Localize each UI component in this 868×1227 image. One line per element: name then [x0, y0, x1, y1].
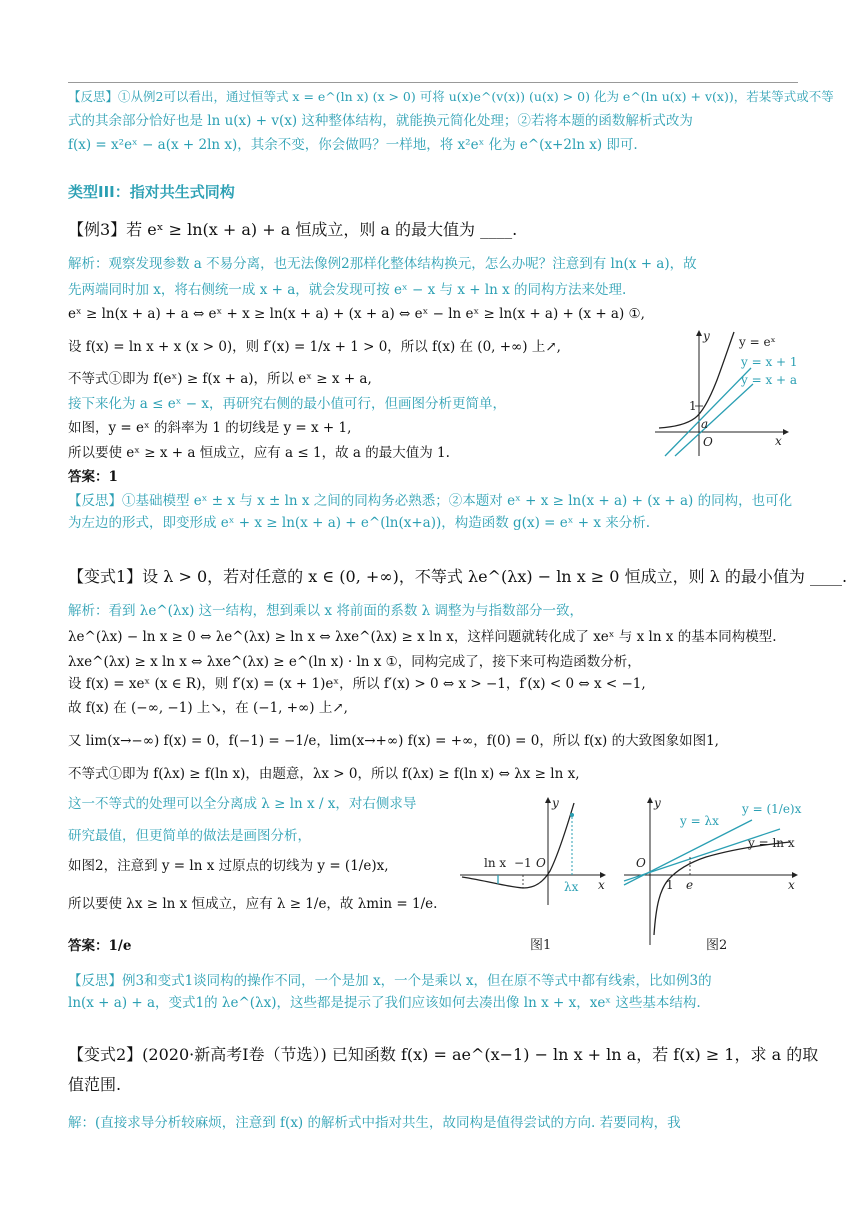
solution-line: 先两端同时加 x，将右侧统一成 x + a，就会发现可按 eˣ − x 与 x + ln x 的同构方法来处理. — [68, 282, 627, 298]
equation-line: 如图，y = eˣ 的斜率为 1 的切线是 y = x + 1, — [68, 420, 352, 436]
shifted-line — [675, 384, 753, 456]
axis-x-label: x — [775, 434, 782, 448]
label-a: y = x + a — [741, 373, 798, 387]
figure-caption: 图2 — [706, 938, 728, 953]
label-minus1: −1 — [514, 856, 532, 870]
equation-line: 设 f(x) = xeˣ (x ∈ R)，则 f′(x) = (x + 1)eˣ，所以 f′(x) > 0 ⇔ x > −1，f′(x) < 0 ⇔ x < −1, — [68, 676, 646, 692]
axis-y-label: y — [703, 329, 710, 343]
axis-x-label: x — [788, 878, 795, 892]
variant-question: 值范围. — [68, 1075, 122, 1094]
variant-question: 【变式1】设 λ > 0，若对任意的 x ∈ (0, +∞)，不等式 λe^(λx) − ln x ≥ 0 恒成立，则 λ 的最小值为 ____. — [68, 567, 848, 586]
solution-line: 解：(直接求导分析较麻烦，注意到 f(x) 的解析式中指对共生，故同构是值得尝试的方向. 若要同构，我 — [68, 1115, 681, 1131]
example3-graph — [655, 328, 798, 458]
equation-line: 如图2，注意到 y = ln x 过原点的切线为 y = (1/e)x, — [68, 858, 389, 874]
reflection-line: 【反思】①从例2可以看出，通过恒等式 x = e^(ln x) (x > 0) 可将 u(x)e^(v(x)) (u(x) > 0) 化为 e^(ln u(x) + v(x))，若某等式或不等 — [68, 89, 834, 104]
figure2-graph — [620, 795, 800, 955]
equation-line: 不等式①即为 f(λx) ≥ f(ln x)，由题意，λx > 0，所以 f(λx) ≥ f(ln x) ⇔ λx ≥ ln x, — [68, 766, 580, 782]
solution-line: 接下来化为 a ≤ eˣ − x，再研究右侧的最小值可行，但画图分析更简单， — [68, 396, 506, 412]
label-lx: y = λx — [680, 814, 719, 828]
solution-line: 这一不等式的处理可以全分离成 λ ≥ ln x / x，对右侧求导 — [68, 796, 417, 812]
variant-question: 【变式2】(2020·新高考Ⅰ卷（节选）) 已知函数 f(x) = ae^(x−1) − ln x + ln a，若 f(x) ≥ 1，求 a 的取 — [68, 1045, 819, 1064]
tick-1: 1 — [666, 878, 674, 892]
lnx-curve — [654, 842, 790, 935]
equation-line: 设 f(x) = ln x + x (x > 0)，则 f′(x) = 1/x + 1 > 0，所以 f(x) 在 (0, +∞) 上↗, — [68, 339, 561, 355]
axis-y-label: y — [654, 796, 661, 810]
origin-label: O — [536, 856, 546, 870]
label-tangent: y = x + 1 — [741, 355, 798, 369]
tick-e: e — [686, 878, 694, 892]
equation-line: λe^(λx) − ln x ≥ 0 ⇔ λe^(λx) ≥ ln x ⇔ λxe^(λx) ≥ x ln x，这样问题就转化成了 xeˣ 与 x ln x 的基本同构模型. — [68, 629, 777, 645]
tick-a: a — [701, 417, 709, 431]
label-lx: λx — [564, 880, 579, 894]
equation-line: 所以要使 λx ≥ ln x 恒成立，应有 λ ≥ 1/e，故 λmin = 1/e. — [68, 896, 438, 912]
label-lnx: y = ln x — [748, 836, 795, 850]
answer: 答案：1/e — [68, 938, 132, 954]
reflection-line: 为左边的形式，即变形成 eˣ + x ≥ ln(x + a) + e^(ln(x+a))，构造函数 g(x) = eˣ + x 来分析. — [68, 515, 651, 531]
solution-line: 解析：观察发现参数 a 不易分离，也无法像例2那样化整体结构换元，怎么办呢？注意到有 ln(x + a)，故 — [68, 256, 697, 272]
equation-line: 故 f(x) 在 (−∞, −1) 上↘，在 (−1, +∞) 上↗, — [68, 700, 348, 716]
figure1-graph — [458, 795, 608, 955]
equation-line: eˣ ≥ ln(x + a) + a ⇔ eˣ + x ≥ ln(x + a) + (x + a) ⇔ eˣ − ln eˣ ≥ ln(x + a) + (x + a) ①, — [68, 306, 645, 322]
example-question: 【例3】若 eˣ ≥ ln(x + a) + a 恒成立，则 a 的最大值为 ____. — [68, 220, 518, 239]
label-lnx: ln x — [484, 856, 507, 870]
exp-curve — [659, 332, 734, 428]
origin-label: O — [703, 435, 713, 449]
top-rule — [68, 82, 798, 83]
equation-line: λxe^(λx) ≥ x ln x ⇔ λxe^(λx) ≥ e^(ln x) · ln x ①，同构完成了，接下来可构造函数分析， — [68, 654, 641, 670]
origin-label: O — [636, 856, 646, 870]
reflection-line: 式的其余部分恰好也是 ln u(x) + v(x) 这种整体结构，就能换元简化处理；②若将本题的函数解析式改为 — [68, 113, 693, 129]
axis-x-label: x — [598, 878, 605, 892]
axis-y-label: y — [552, 796, 559, 810]
equation-line: 不等式①即为 f(eˣ) ≥ f(x + a)，所以 eˣ ≥ x + a, — [68, 371, 372, 387]
label-tangent: y = (1/e)x — [742, 802, 802, 816]
reflection-line: f(x) = x²eˣ − a(x + 2ln x)，其余不变，你会做吗？一样地，将 x²eˣ 化为 e^(x+2ln x) 即可. — [68, 137, 638, 153]
section-title: 类型III：指对共生式同构 — [68, 183, 235, 201]
label-exp: y = eˣ — [739, 335, 776, 349]
answer: 答案：1 — [68, 469, 118, 485]
equation-line: 又 lim(x→−∞) f(x) = 0，f(−1) = −1/e，lim(x→+∞) f(x) = +∞，f(0) = 0，所以 f(x) 的大致图象如图1, — [68, 733, 719, 749]
equation-line: 所以要使 eˣ ≥ x + a 恒成立，应有 a ≤ 1，故 a 的最大值为 1. — [68, 445, 450, 461]
solution-line: 研究最值，但更简单的做法是画图分析， — [68, 828, 311, 844]
figure-caption: 图1 — [530, 938, 552, 953]
tick-1: 1 — [689, 399, 697, 413]
reflection-line: 【反思】例3和变式1谈同构的操作不同，一个是加 x，一个是乘以 x，但在原不等式中都有线索，比如例3的 — [68, 973, 712, 989]
reflection-line: 【反思】①基础模型 eˣ ± x 与 x ± ln x 之间的同构务必熟悉；②本题对 eˣ + x ≥ ln(x + a) + (x + a) 的同构，也可化 — [68, 493, 793, 509]
solution-line: 解析：看到 λe^(λx) 这一结构，想到乘以 x 将前面的系数 λ 调整为与指数部分一致， — [68, 603, 583, 619]
reflection-line: ln(x + a) + a，变式1的 λe^(λx)，这些都是提示了我们应该如何去凑出像 ln x + x，xeˣ 这些基本结构. — [68, 995, 701, 1011]
